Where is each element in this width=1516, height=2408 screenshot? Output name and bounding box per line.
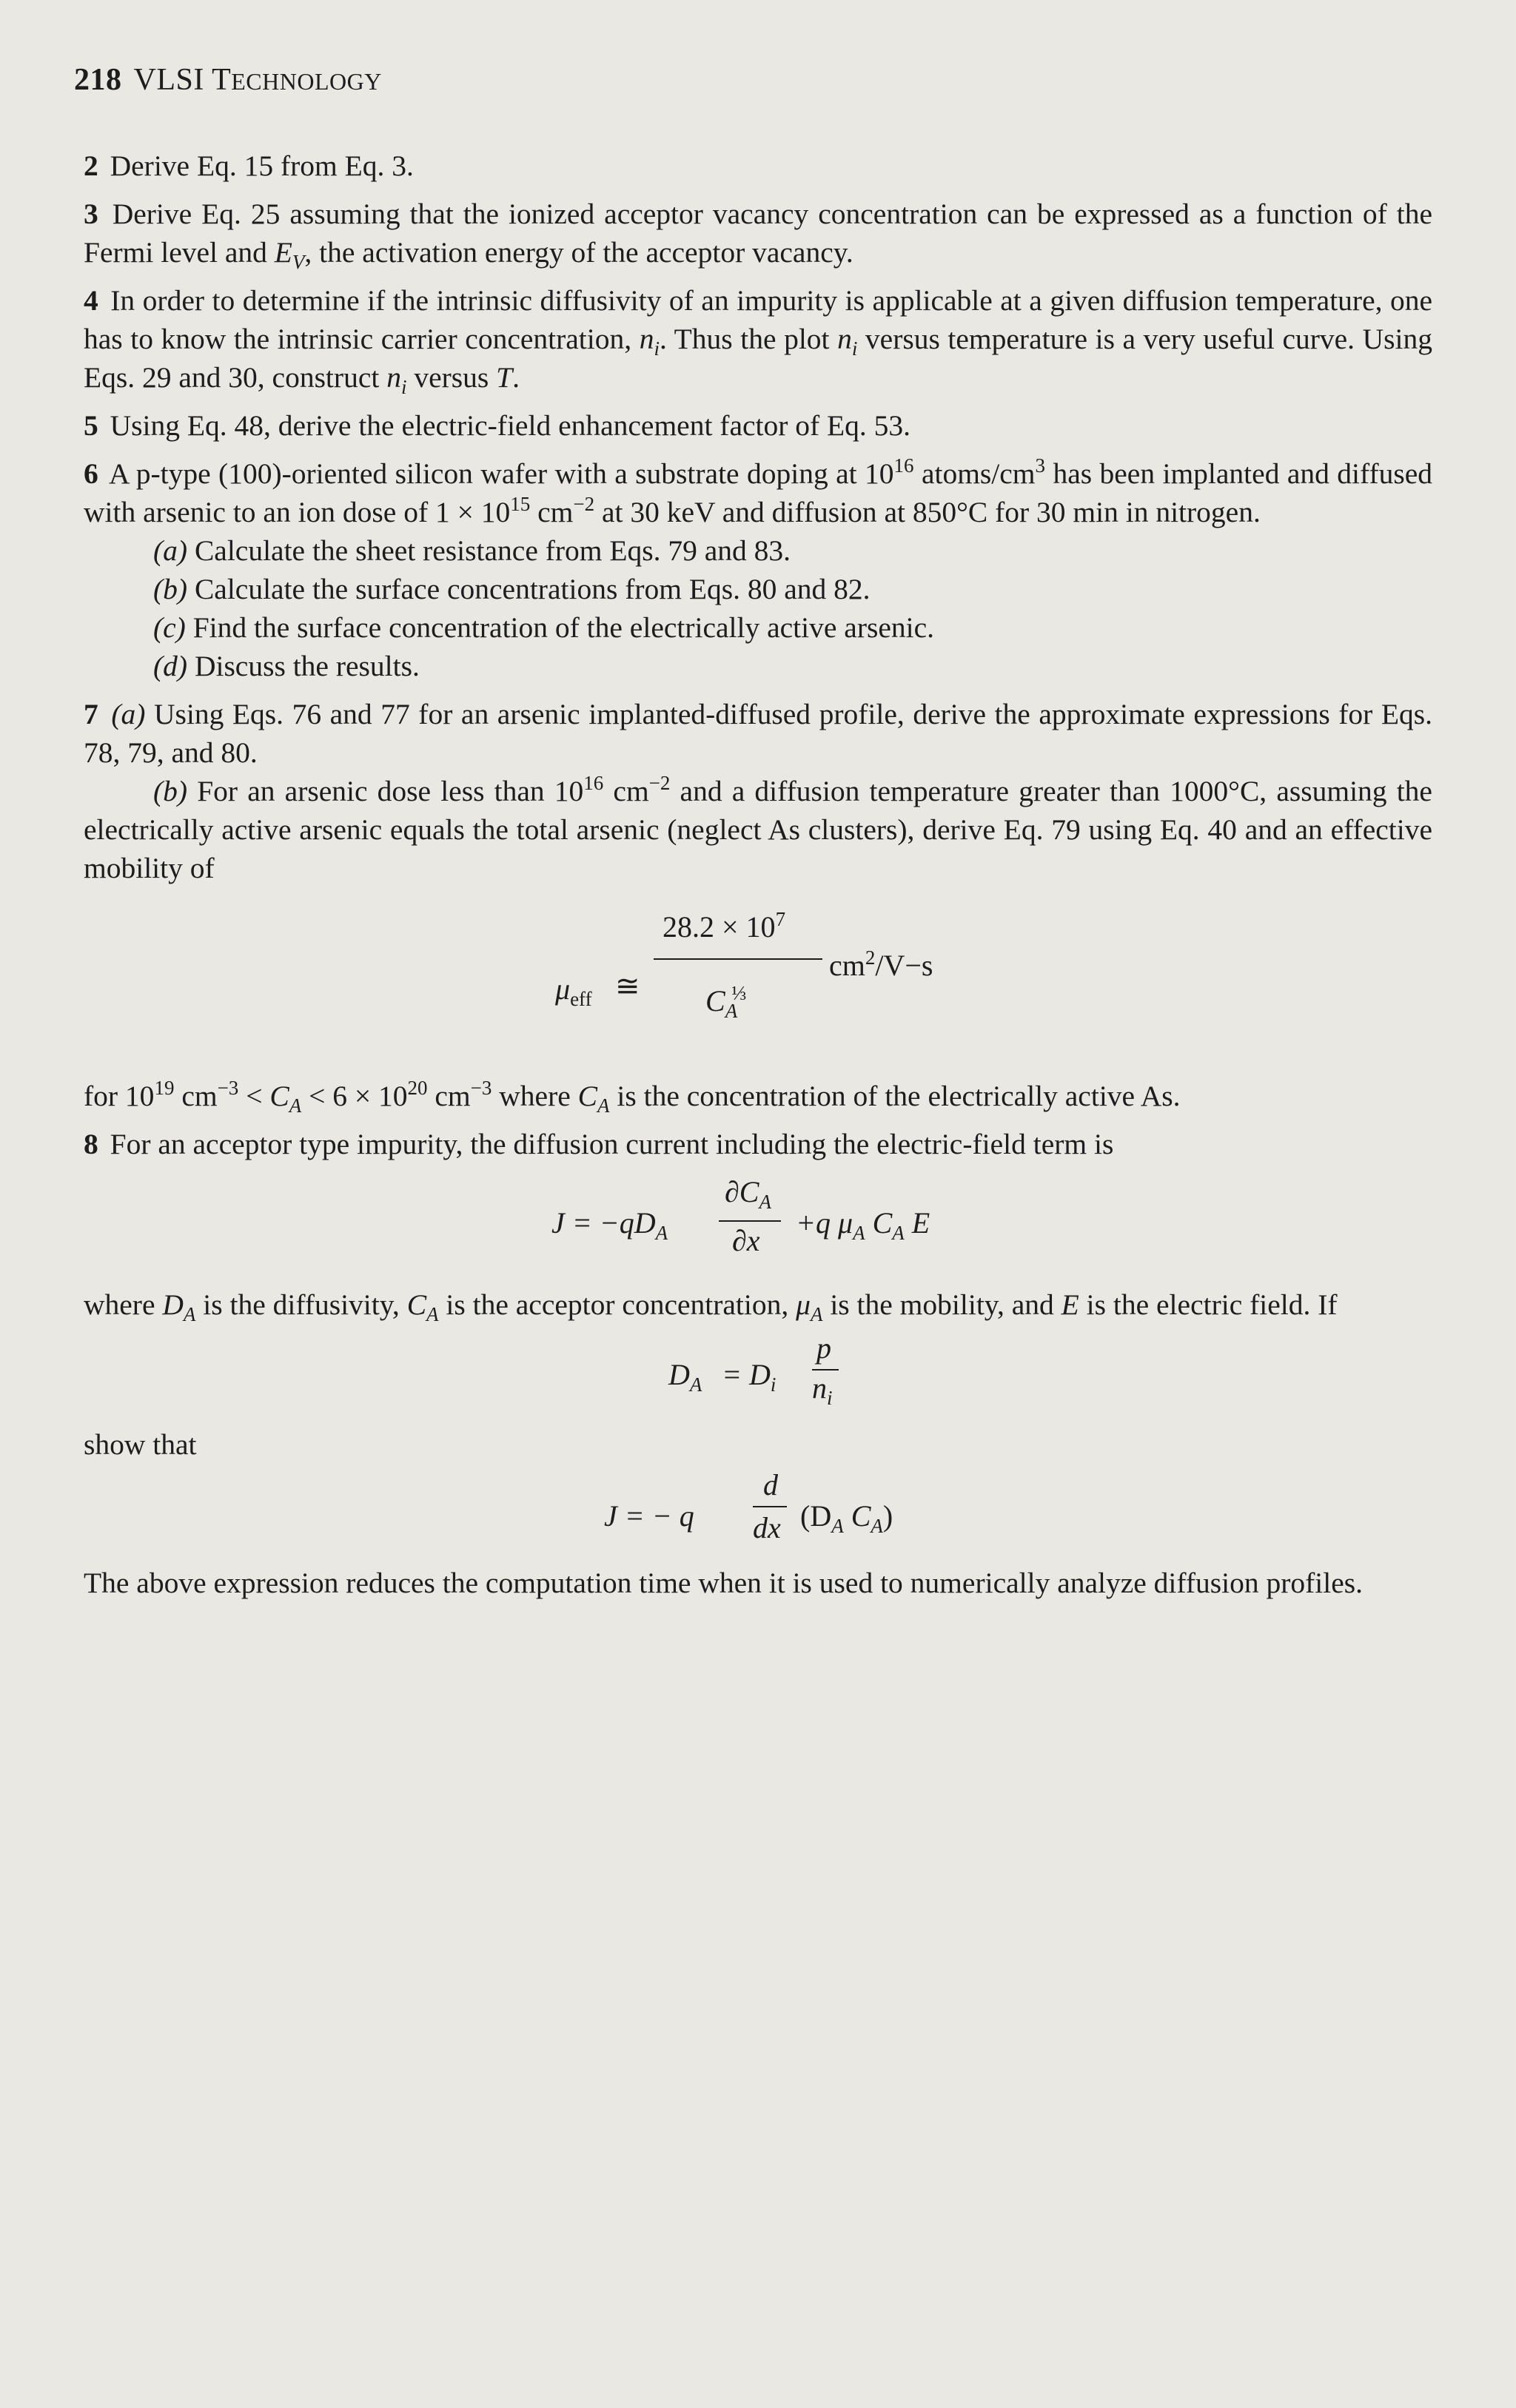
problem-6b: (b) Calculate the surface concentrations from Eqs. 80 and 82. — [153, 573, 871, 605]
fraction-bar — [753, 1506, 787, 1507]
problem-3: 3 Derive Eq. 25 assuming that the ionized acceptor vacancy concentration can be expressed as a function of the Fermi level and $E_V$, the activation energy of the acceptor vacancy. — [84, 198, 1432, 273]
problem-7a: 7 (a) Using Eqs. 76 and 77 for an arsenic implanted-diffused profile, derive the approximate expressions for Eqs. 78, 79, and 80. — [84, 698, 1433, 769]
problem-8-where: where $D_A$ is the diffusivity, $C_A$ is the acceptor concentration, $\mu_A$ is the mobility, and E is the electric field. If — [84, 1288, 1338, 1325]
book-title-prefix: VLSI — [133, 63, 212, 97]
fraction-bar — [654, 958, 822, 960]
problem-4: 4 In order to determine if the intrinsic diffusivity of an impurity is applicable at a given diffusion temperature, one has to know the intrinsic carrier concentration, $n_i$. Thus the plot $n_i$ versus temperature is a very useful curve. Using Eqs. 29 and 30, construct $n_i$ versus T. — [84, 284, 1433, 398]
problem-5: 5 Using Eq. 48, derive the electric-field enhancement factor of Eq. 53. — [84, 409, 911, 442]
problem-8-closing: The above expression reduces the computation time when it is used to numerically analyze diffusion profiles. — [84, 1567, 1364, 1599]
reduced-current-equation: J = − q d dx ($D_A$ $C_A$) — [604, 1468, 893, 1544]
effective-mobility-equation: $\mu_{eff}$ ≅ $28.2 \times 10^7$ $C_A^{\frac{1}{3}}$ $cm^2/V-s$ — [555, 908, 933, 1022]
problem-8: 8 For an acceptor type impurity, the diffusion current including the electric-field term is — [84, 1128, 1114, 1160]
problem-7-range: for $10^{19}$ $cm^{-3} < C_A < 6 \times 10^{20}$ $cm^{-3}$ where $C_A$ is the concentration of the electrically active As. — [84, 1077, 1181, 1117]
problem-6: 6 A p-type (100)-oriented silicon wafer with a substrate doping at $10^{16}$ atoms/$cm^3$ has been implanted and diffused with arsenic to an ion dose of $1 \times 10^{15}$ $cm^{-2}$ at 30 keV and diffusion at 850°C for 30 min in nitrogen. — [84, 454, 1433, 528]
diffusion-current-equation: $J = -qD_A$ $\partial C_A$ ∂x +q $\mu_A$ $C_A$ E — [551, 1175, 930, 1257]
problem-list — [84, 147, 1432, 1612]
running-header — [74, 62, 382, 98]
problem-2: 2 Derive Eq. 15 from Eq. 3. — [84, 149, 414, 182]
book-title-initial: T — [212, 63, 232, 97]
diffusivity-equation: $D_A$ = $D_i$ p $n_i$ — [84, 1334, 1432, 1408]
problem-6a: (a) Calculate the sheet resistance from Eqs. 79 and 83. — [153, 534, 791, 567]
page-number: 218 — [74, 63, 122, 97]
book-title-rest: ECHNOLOGY — [231, 68, 382, 95]
problem-8-show: show that — [84, 1428, 197, 1461]
problem-6d: (d) Discuss the results. — [153, 650, 420, 682]
problem-6c: (c) Find the surface concentration of the electrically active arsenic. — [153, 611, 935, 644]
problem-7b: (b) For an arsenic dose less than $10^{16}$ $cm^{-2}$ and a diffusion temperature greater than 1000°C, assuming the electrically active arsenic equals the total arsenic (neglect As clusters), derive Eq. 79 using Eq. 40 and an effective mobility of — [84, 772, 1432, 884]
